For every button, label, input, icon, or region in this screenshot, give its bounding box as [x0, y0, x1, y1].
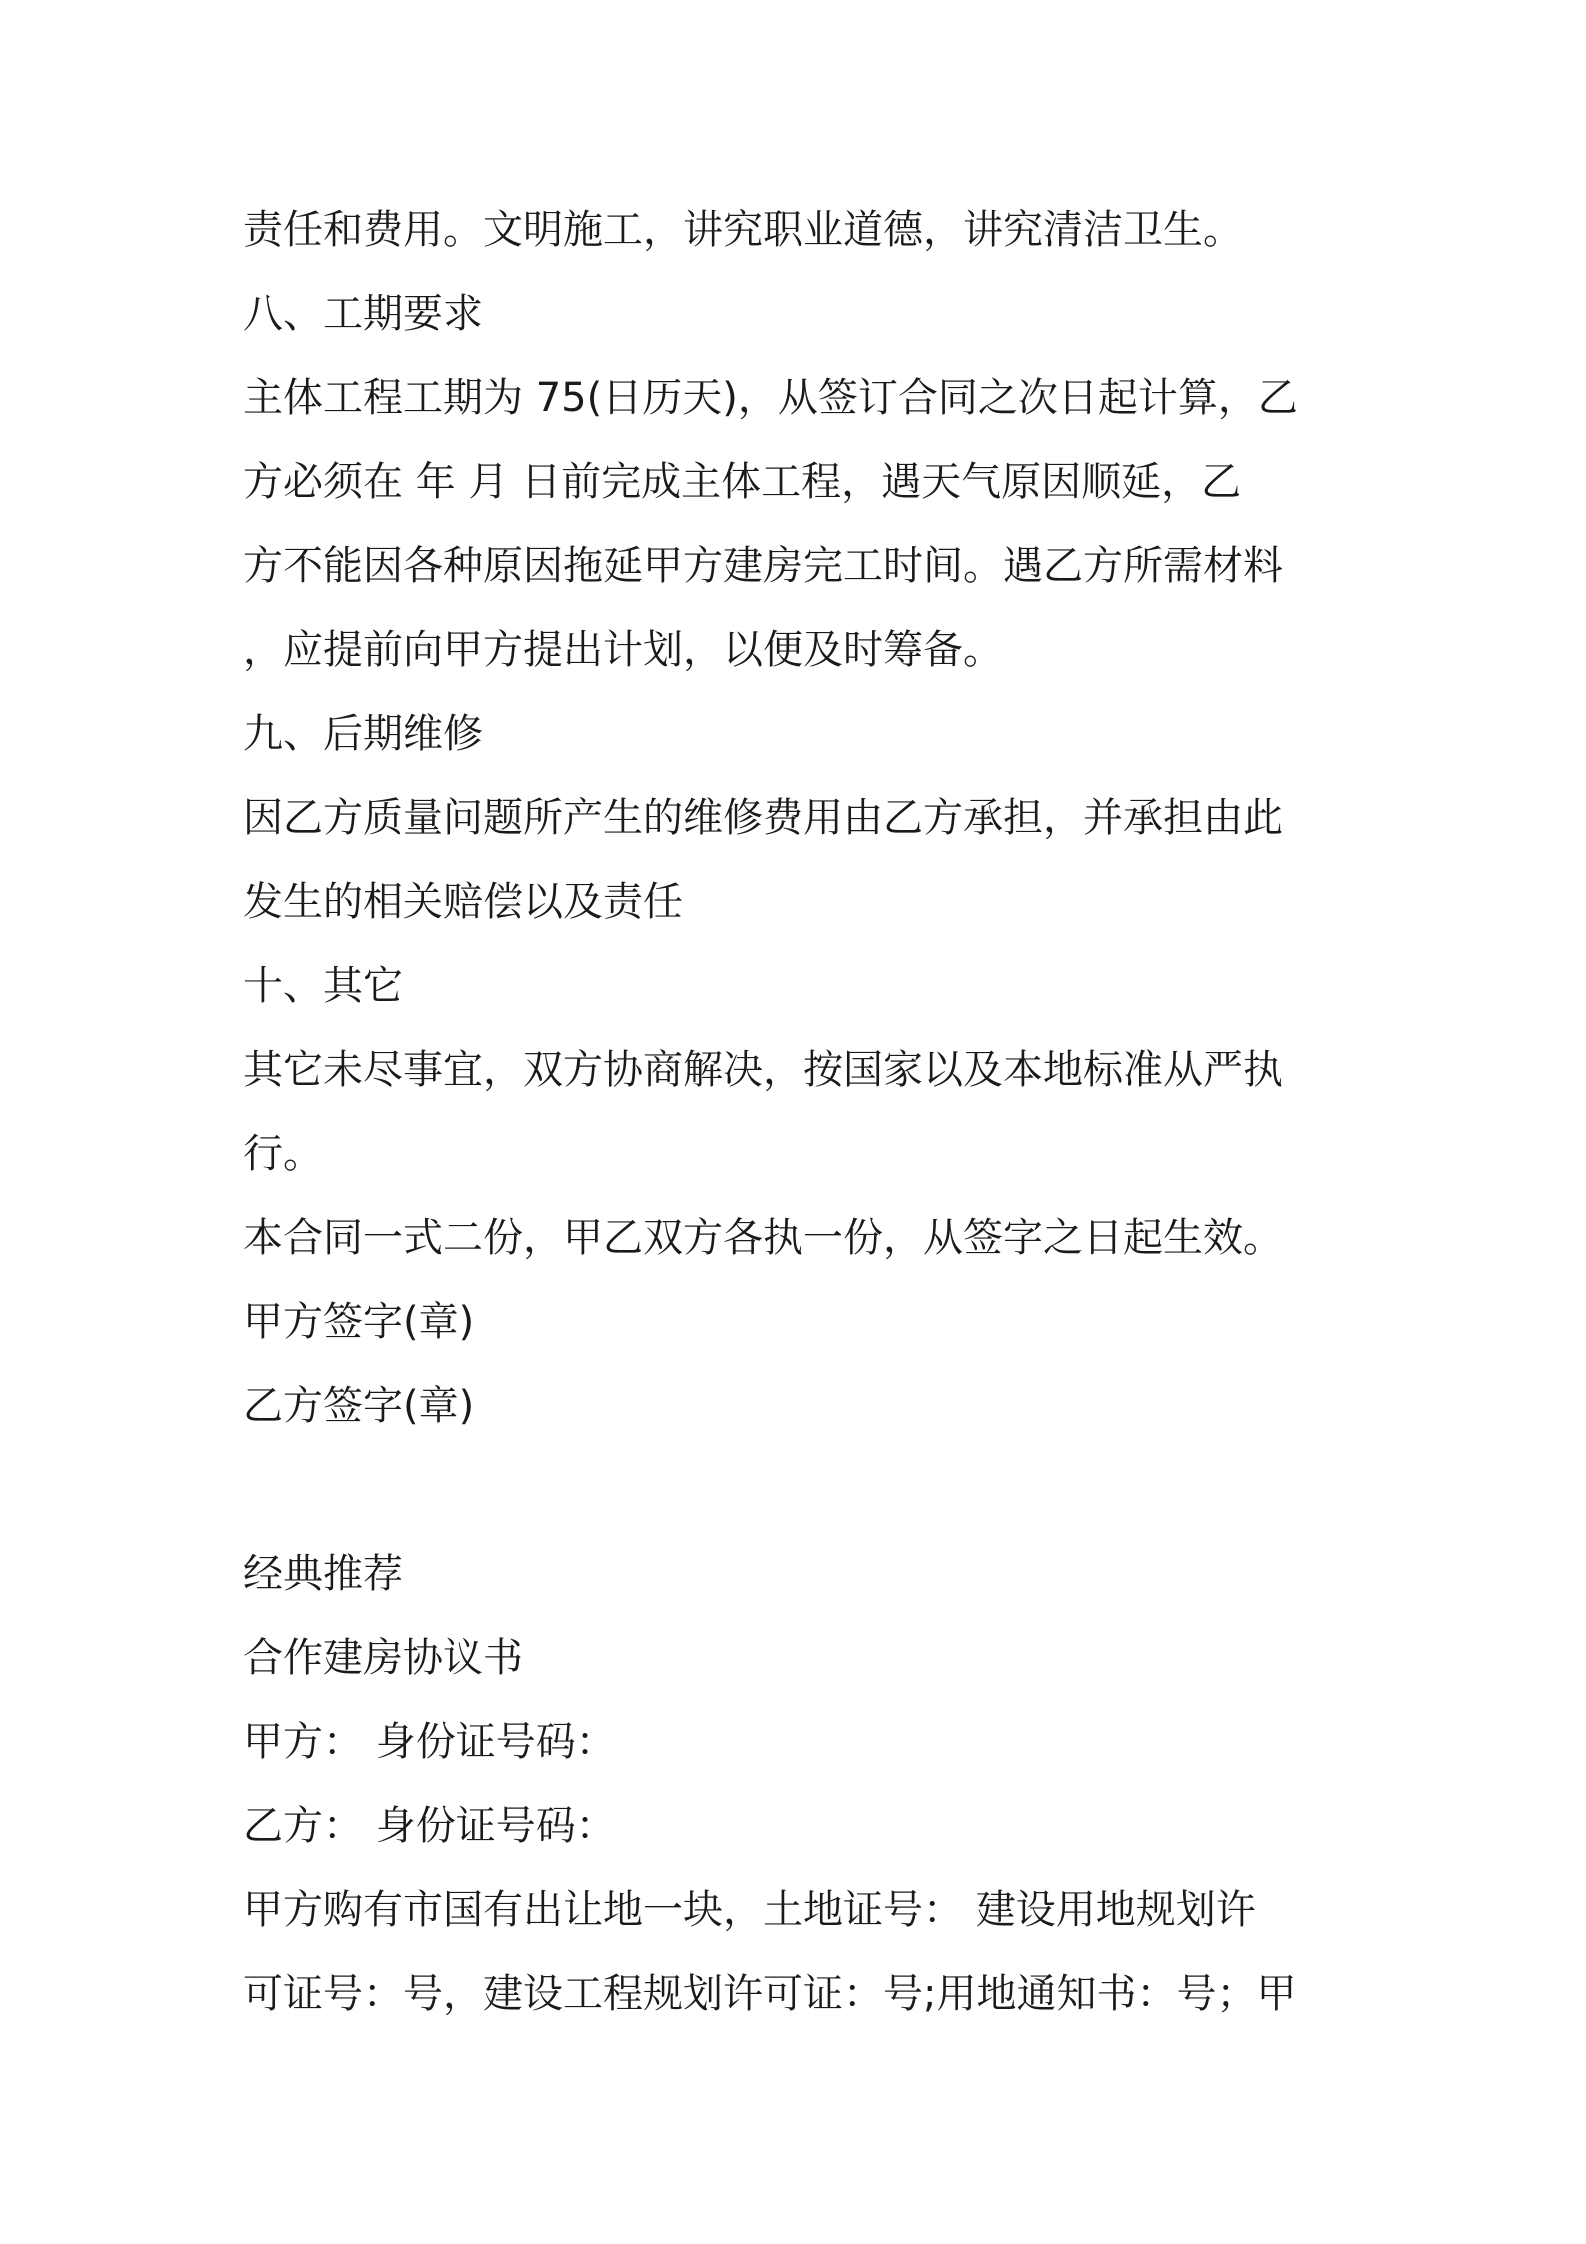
party-b-id-line: 乙方： 身份证号码： [243, 1803, 616, 1849]
section-heading-schedule: 八、工期要求 [243, 291, 483, 337]
text-line: 发生的相关赔偿以及责任 [243, 879, 683, 925]
text-line: 本合同一式二份，甲乙双方各执一份，从签字之日起生效。 [243, 1215, 1283, 1261]
text-line: 行。 [243, 1131, 323, 1177]
text-line: 方必须在 年 月 日前完成主体工程，遇天气原因顺延，乙 [243, 459, 1242, 505]
agreement-title: 合作建房协议书 [243, 1635, 523, 1681]
text-line: 方不能因各种原因拖延甲方建房完工时间。遇乙方所需材料 [243, 543, 1283, 589]
text-line: ，应提前向甲方提出计划，以便及时筹备。 [243, 627, 1003, 673]
section-heading-maintenance: 九、后期维修 [243, 711, 483, 757]
text-line: 因乙方质量问题所产生的维修费用由乙方承担，并承担由此 [243, 795, 1283, 841]
party-a-id-line: 甲方： 身份证号码： [243, 1719, 616, 1765]
text-line: 主体工程工期为 75(日历天)，从签订合同之次日起计算，乙 [243, 375, 1298, 421]
text-line: 责任和费用。文明施工，讲究职业道德，讲究清洁卫生。 [243, 207, 1243, 253]
blank-line [243, 1448, 1363, 1532]
recommendation-heading: 经典推荐 [243, 1551, 403, 1597]
text-line: 甲方购有市国有出让地一块，土地证号： 建设用地规划许 [243, 1887, 1256, 1933]
text-line: 可证号：号，建设工程规划许可证：号;用地通知书：号；甲 [243, 1971, 1297, 2017]
text-line: 其它未尽事宜，双方协商解决，按国家以及本地标准从严执 [243, 1047, 1283, 1093]
section-heading-other: 十、其它 [243, 963, 403, 1009]
signature-party-a: 甲方签字(章) [243, 1299, 475, 1345]
document-body [243, 188, 1363, 2036]
signature-party-b: 乙方签字(章) [243, 1383, 475, 1429]
